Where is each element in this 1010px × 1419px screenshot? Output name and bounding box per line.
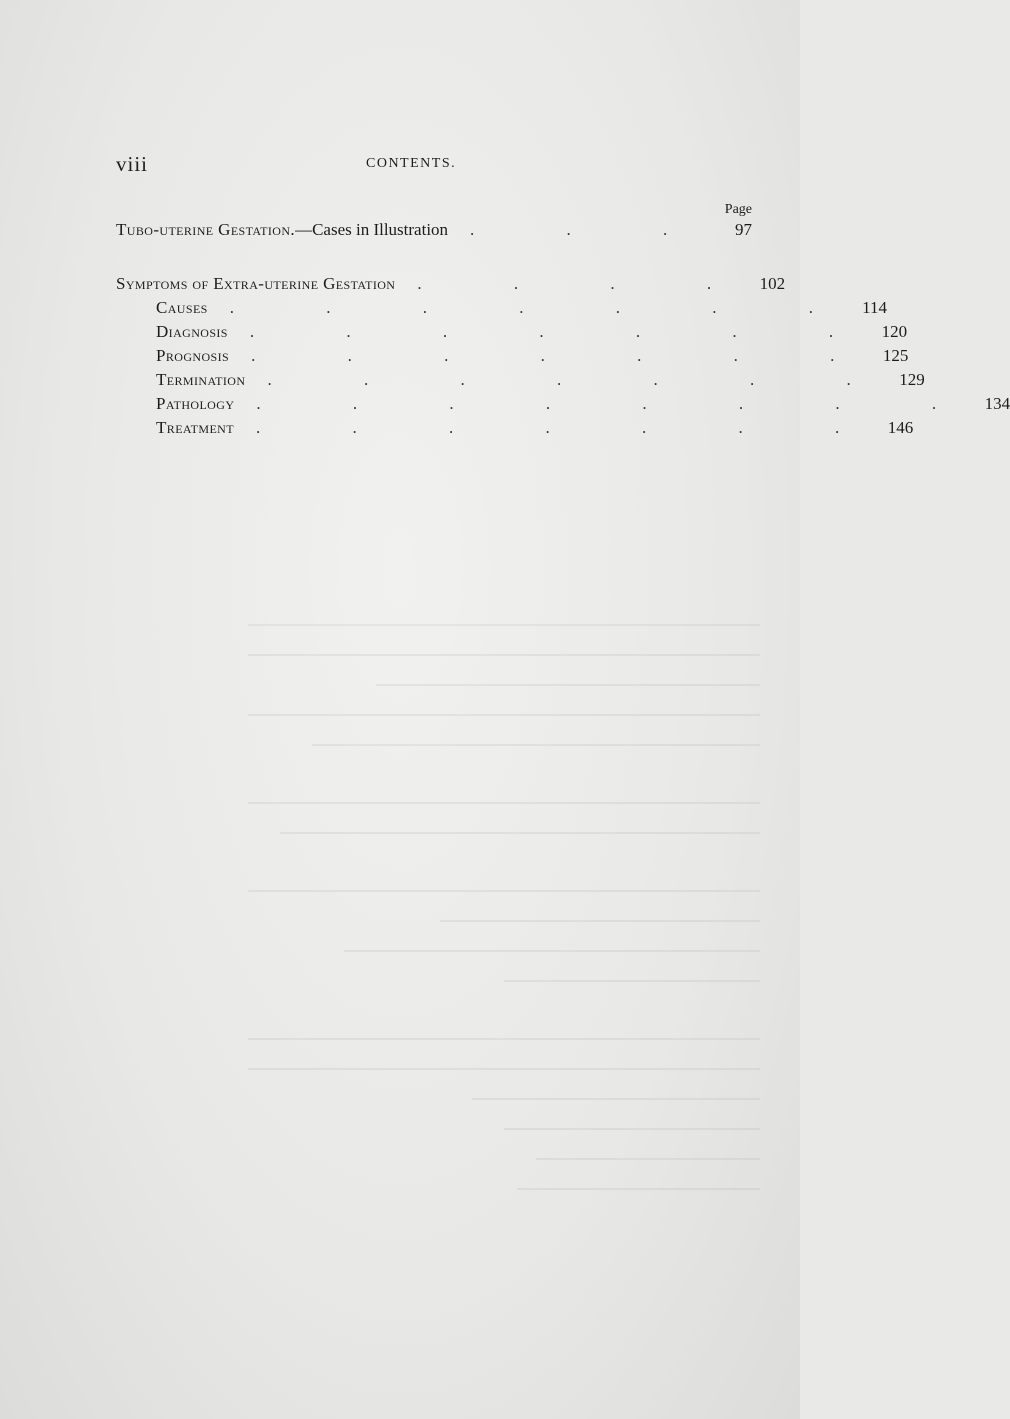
dot-leader: . . . . . . . <box>255 418 884 437</box>
toc-entry-page: 129 <box>899 370 925 389</box>
toc-entry-title: Pathology <box>156 394 235 413</box>
toc-entry-page: 146 <box>887 418 914 437</box>
toc-entry-symptoms <box>116 274 786 298</box>
toc-entry-page: 102 <box>759 274 786 293</box>
toc-entry-page: 125 <box>882 346 909 365</box>
page-number: viii <box>116 152 149 176</box>
page-column-label: Page <box>724 202 752 217</box>
dot-leader: . . . . . . . <box>249 322 878 341</box>
toc-entry-page: 114 <box>862 298 887 317</box>
dot-leader: . . . . . . . <box>267 370 895 389</box>
toc-entry-treatment <box>116 418 914 442</box>
dot-leader: . . . <box>470 220 712 239</box>
toc-entry-causes <box>116 298 887 322</box>
toc-entry-title: Treatment <box>156 418 234 437</box>
dot-leader: . . . . <box>417 274 756 293</box>
running-title: CONTENTS. <box>366 156 457 171</box>
toc-entry-page: 134 <box>984 394 1010 413</box>
page-header <box>116 152 756 182</box>
toc-entry-diagnosis <box>116 322 908 346</box>
toc-entry-pathology <box>116 394 1010 418</box>
toc-entry-tubo-uterine <box>116 220 752 244</box>
show-through-shadow <box>120 600 760 1320</box>
dot-leader: . . . . . . . <box>229 298 857 317</box>
toc-entry-title: Symptoms of Extra-uterine Gestation <box>116 274 396 293</box>
toc-entry-page: 120 <box>881 322 908 341</box>
toc-entry-title: Causes <box>156 298 208 317</box>
toc-entry-title: Tubo-uterine Gestation.—Cases in Illustration <box>116 220 449 239</box>
dot-leader: . . . . . . . . <box>256 394 981 413</box>
toc-entry-prognosis <box>116 346 909 370</box>
dot-leader: . . . . . . . <box>251 346 879 365</box>
toc-entry-title: Diagnosis <box>156 322 228 341</box>
toc-entry-title: Termination <box>156 370 246 389</box>
toc-entry-title: Prognosis <box>156 346 230 365</box>
toc-entry-termination <box>116 370 925 394</box>
toc-entry-page: 97 <box>735 220 752 239</box>
